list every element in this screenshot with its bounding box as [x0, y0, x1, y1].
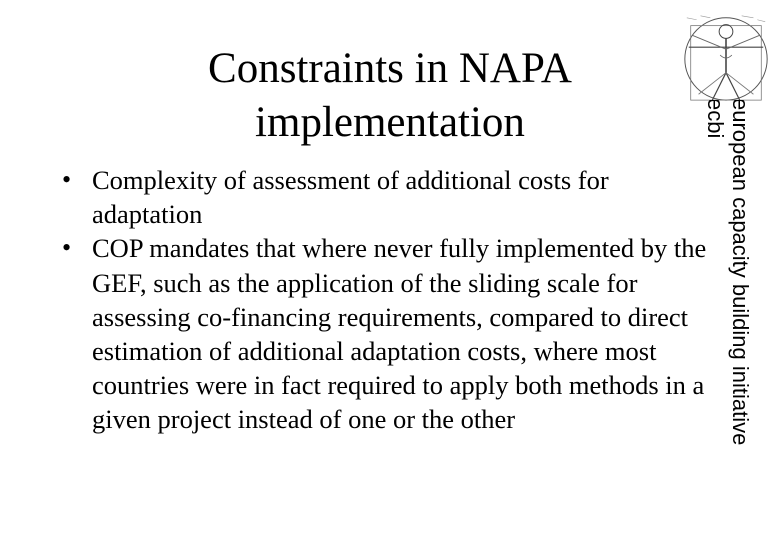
org-name-text: european capacity building initiative	[728, 100, 753, 446]
title-line-1: Constraints in NAPA	[208, 45, 572, 92]
slide-title	[130, 42, 650, 150]
bullet-item	[58, 231, 718, 436]
bullet-dot-icon: •	[62, 233, 72, 263]
vitruvian-man-icon	[677, 8, 775, 106]
bullet-dot-icon: •	[62, 165, 72, 194]
org-vertical-label	[684, 100, 764, 520]
bullet-text: Complexity of assessment of additional costs for adaptation	[92, 165, 609, 230]
org-short-text: ecbi	[703, 100, 728, 139]
bullet-text: COP mandates that where never fully implemented by the GEF, such as the application of the sliding scale for assessing co-financing requirements, compared to direct estimation of additional adaptation costs, where most countries were in fact required to apply both methods in a given project instead of one or the other	[92, 233, 707, 435]
bullet-item	[58, 163, 718, 231]
title-line-2: implementation	[255, 99, 525, 146]
bullet-list	[58, 163, 718, 437]
